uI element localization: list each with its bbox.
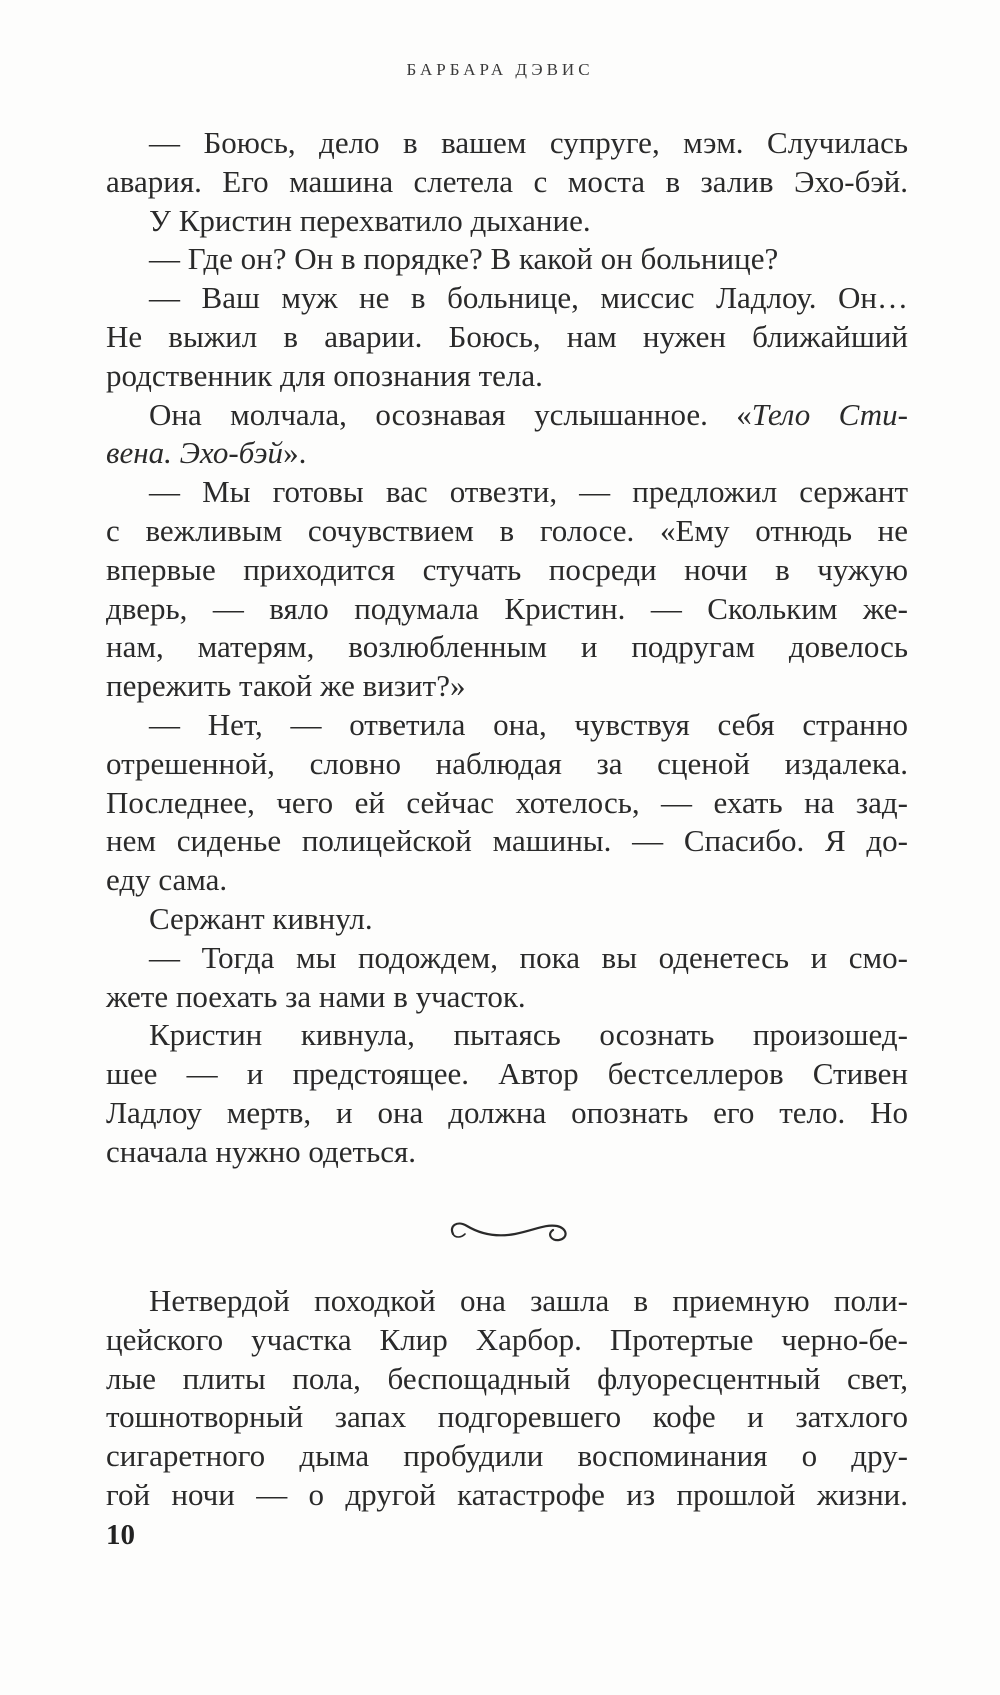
text-line: сигаретного дыма пробудили воспоминания о дру- xyxy=(106,1438,908,1474)
text-fragment: ». xyxy=(283,435,307,471)
text-line: У Кристин перехватило дыхание. xyxy=(149,202,591,238)
text-line: нам, матерям, возлюбленным и подругам довелось xyxy=(106,629,908,665)
text-line: тошнотворный запах подгоревшего кофе и затхлого xyxy=(106,1399,908,1435)
text-line: Не выжил в аварии. Боюсь, нам нужен ближайший xyxy=(106,318,908,354)
text-line: впервые приходится стучать посреди ночи в чужую xyxy=(106,551,908,587)
text-line: пережить такой же визит?» xyxy=(106,668,466,704)
italic-quote: Тело Сти- xyxy=(751,396,908,432)
text-line: — Боюсь, дело в вашем супруге, мэм. Случилась xyxy=(149,125,908,160)
text-line: гой ночи — о другой катастрофе из прошлой жизни. xyxy=(106,1476,908,1512)
text-line: Последнее, чего ей сейчас хотелось, — ехать на зад- xyxy=(106,784,908,820)
text-line: отрешенной, словно наблюдая за сценой издалека. xyxy=(106,745,908,781)
text-line: — Мы готовы вас отвезти, — предложил сержант xyxy=(149,474,908,510)
text-line: еду сама. xyxy=(106,862,228,898)
text-line: шее — и предстоящее. Автор бестселлеров Стивен xyxy=(106,1056,908,1092)
text-line: авария. Его машина слетела с моста в залив Эхо-бэй. xyxy=(106,163,908,199)
text-line: жете поехать за нами в участок. xyxy=(106,978,526,1014)
text-line: нем сиденье полицейской машины. — Спасибо. Я до- xyxy=(106,823,908,859)
text-line: — Где он? Он в порядке? В какой он больнице? xyxy=(149,241,779,277)
text-line: родственник для опознания тела. xyxy=(106,357,543,393)
text-line: — Нет, — ответила она, чувствуя себя странно xyxy=(149,706,908,742)
text-line xyxy=(106,434,908,473)
text-line: Сержант кивнул. xyxy=(149,900,373,936)
text-line: лые плиты пола, беспощадный флуоресцентный свет, xyxy=(106,1360,908,1396)
text-line: дверь, — вяло подумала Кристин. — Скольким же- xyxy=(106,590,908,626)
text-line: сначала нужно одеться. xyxy=(106,1133,416,1169)
text-line: — Ваш муж не в больнице, миссис Ладлоу. Он… xyxy=(149,280,908,316)
text-line: Ладлоу мертв, и она должна опознать его тело. Но xyxy=(106,1094,908,1130)
page-number: 10 xyxy=(106,1519,135,1551)
text-line xyxy=(106,396,908,435)
text-line: с вежливым сочувствием в голосе. «Ему отнюдь не xyxy=(106,512,908,548)
text-line: цейского участка Клир Харбор. Протертые черно-бе- xyxy=(106,1321,908,1357)
section-break-flourish-icon xyxy=(445,1212,575,1252)
running-head: БАРБАРА ДЭВИС xyxy=(406,60,594,79)
text-line: Нетвердой походкой она зашла в приемную поли- xyxy=(149,1283,908,1318)
text-line: — Тогда мы подождем, пока вы оденетесь и смо- xyxy=(149,939,908,975)
main-text-block xyxy=(106,124,908,1172)
italic-quote: вена. Эхо-бэй xyxy=(106,435,284,471)
second-section-text xyxy=(106,1282,908,1515)
text-fragment: Она молчала, осознавая услышанное. « xyxy=(149,396,752,432)
text-line: Кристин кивнула, пытаясь осознать произошед- xyxy=(149,1017,908,1053)
